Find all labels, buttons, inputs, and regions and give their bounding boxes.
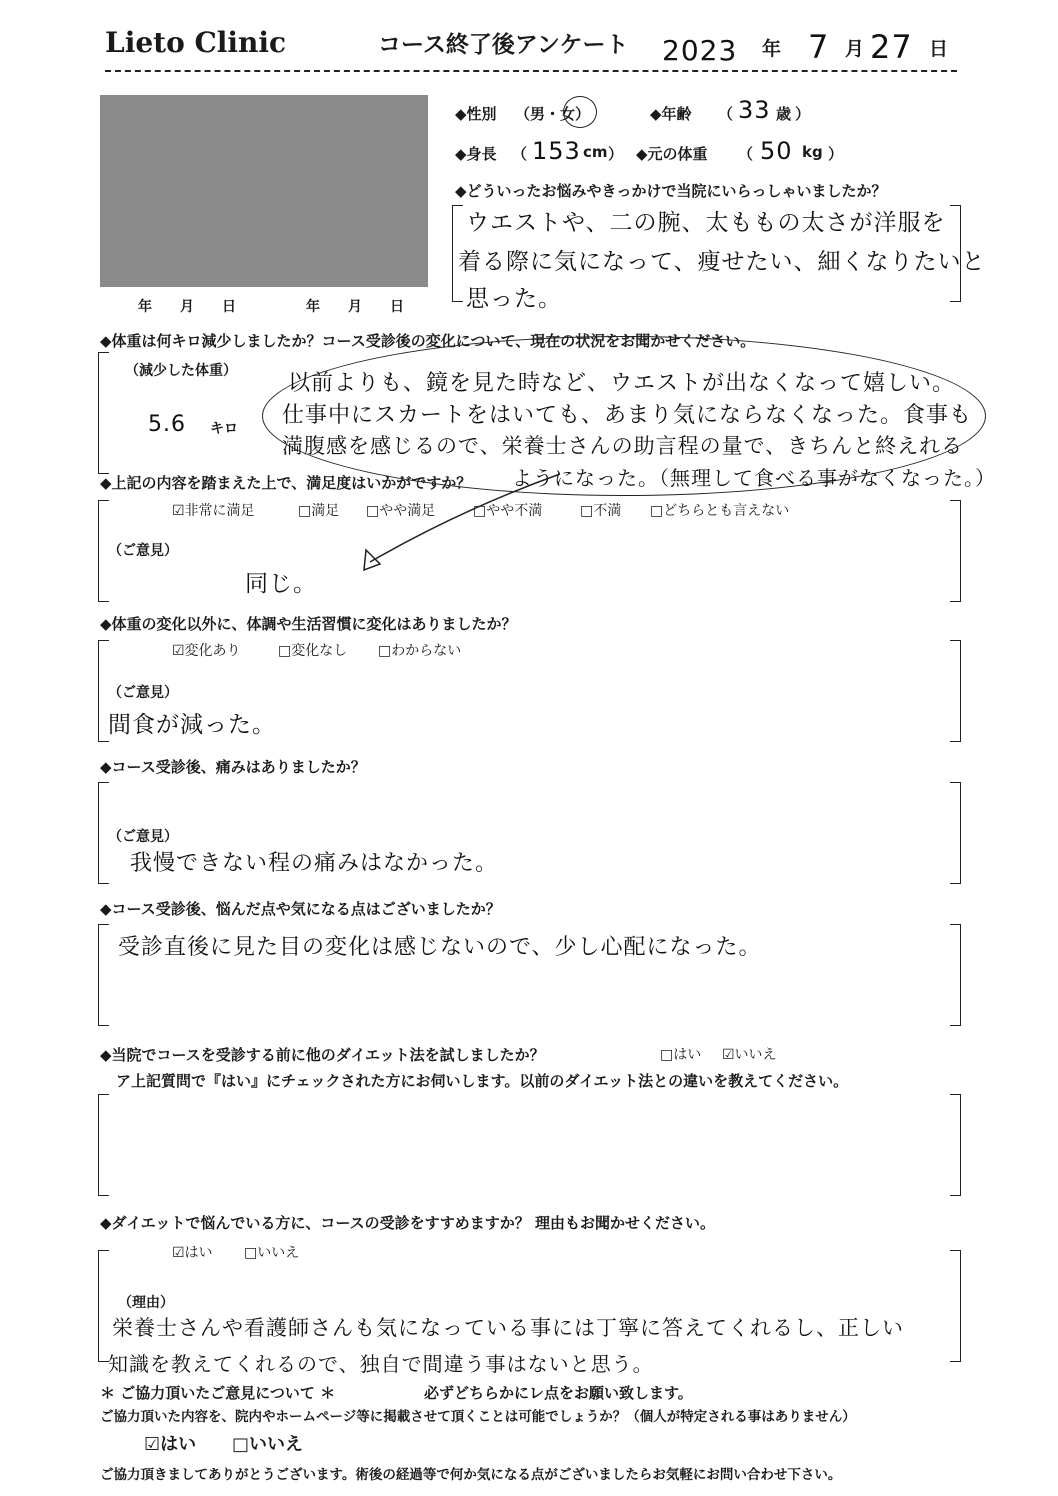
year-unit: 年 xyxy=(762,38,782,60)
reduced-weight-label: （減少した体重） xyxy=(125,363,237,379)
concern-box-left xyxy=(98,924,109,1026)
gender-options: （男・女） xyxy=(515,105,591,123)
reason-answer-line2: 着る際に気になって、痩せたい、細くなりたいと xyxy=(458,249,986,275)
recommend-question: ◆ダイエットで悩んでいる方に、コースの受診をすすめますか？ 理由もお聞かせください。 xyxy=(100,1214,715,1232)
satisfaction-box-right xyxy=(950,500,961,602)
other-diet-option-no[interactable]: ☑いいえ xyxy=(722,1047,777,1063)
satisfaction-option-2[interactable]: □満足 xyxy=(298,503,340,519)
thanks-message: ご協力頂きましてありがとうございます。術後の経過等で何か気になる点がございましたらお気軽にお問い合わせ下さい。 xyxy=(100,1467,842,1483)
permission-option-no[interactable]: □いいえ xyxy=(232,1434,304,1455)
satisfaction-option-4[interactable]: □やや不満 xyxy=(473,503,543,519)
lifestyle-opinion-answer: 間食が減った。 xyxy=(108,712,276,738)
age-paren-close: ） xyxy=(795,105,811,123)
gender-selected-circle xyxy=(563,96,597,128)
weight-paren-close: ） xyxy=(828,145,844,163)
month-unit: 月 xyxy=(845,38,865,60)
recommend-answer-line2: 知識を教えてくれるので、独自で間違う事はないと思う。 xyxy=(108,1352,654,1376)
age-paren-open: （ xyxy=(718,105,734,123)
pain-box-right xyxy=(950,782,961,884)
photo-date-right: 年 月 日 xyxy=(306,299,404,315)
satisfaction-option-5[interactable]: □不満 xyxy=(580,503,622,519)
photo-date-left: 年 月 日 xyxy=(138,299,236,315)
reason-answer-line1: ウエストや、二の腕、太ももの太さが洋服を xyxy=(466,210,946,236)
age-value: 33 xyxy=(738,96,771,124)
other-diet-box-right xyxy=(950,1094,961,1196)
date-month: 7 xyxy=(808,28,830,66)
lifestyle-option-1[interactable]: ☑変化あり xyxy=(172,643,241,659)
weight-paren-open: （ xyxy=(738,145,754,163)
weight-unit: kg xyxy=(802,143,823,161)
recommend-reason-label: （理由） xyxy=(118,1295,174,1311)
recommend-option-yes[interactable]: ☑はい xyxy=(172,1245,213,1261)
pain-opinion-answer: 我慢できない程の痛みはなかった。 xyxy=(130,851,499,876)
weight-answer-line1: 以前よりも、鏡を見た時など、ウエストが出なくなって嬉しい。 xyxy=(288,371,956,396)
height-label: ◆身長 xyxy=(455,145,497,163)
other-diet-option-yes[interactable]: □はい xyxy=(660,1047,702,1063)
lifestyle-question: ◆体重の変化以外に、体調や生活習慣に変化はありましたか？ xyxy=(100,615,517,633)
cooperation-title: ＊ ご協力頂いたご意見について ＊ xyxy=(100,1384,336,1402)
weight-question: ◆体重は何キロ減少しましたか？コース受診後の変化について、現在の状況をお聞かせください。 xyxy=(100,332,756,350)
recommend-box-right xyxy=(950,1250,961,1362)
height-unit: cm xyxy=(583,143,608,161)
pain-question: ◆コース受診後、痛みはありましたか？ xyxy=(100,758,366,776)
pain-opinion-label: （ご意見） xyxy=(108,829,178,845)
lifestyle-option-3[interactable]: □わからない xyxy=(378,643,462,659)
other-diet-box-left xyxy=(98,1094,109,1196)
lifestyle-box-right xyxy=(950,640,961,742)
weight-label: ◆元の体重 xyxy=(636,145,708,163)
recommend-box-left xyxy=(98,1250,109,1362)
date-year: 2023 xyxy=(662,34,738,67)
clinic-name: Lieto Clinic xyxy=(105,26,287,59)
satisfaction-option-6[interactable]: □どちらとも言えない xyxy=(650,503,790,519)
reduced-weight-unit: キロ xyxy=(210,421,238,437)
satisfaction-option-3[interactable]: □やや満足 xyxy=(366,503,436,519)
weight-answer-line4: ようになった。（無理して食べる事がなくなった。） xyxy=(512,466,996,490)
lifestyle-option-2[interactable]: □変化なし xyxy=(278,643,348,659)
reason-answer-line3: 思った。 xyxy=(466,286,562,312)
recommend-option-no[interactable]: □いいえ xyxy=(244,1245,300,1261)
satisfaction-opinion-answer: 同じ。 xyxy=(245,571,317,597)
weight-box-left xyxy=(98,352,109,474)
concern-answer: 受診直後に見た目の変化は感じないので、少し心配になった。 xyxy=(118,935,762,960)
other-diet-question: ◆当院でコースを受診する前に他のダイエット法を試しましたか？ xyxy=(100,1046,545,1064)
before-after-photo xyxy=(100,95,428,287)
height-paren-close: ） xyxy=(608,145,624,163)
permission-question: ご協力頂いた内容を、院内やホームページ等に掲載させて頂くことは可能でしょうか？（個人が特定される事はありません） xyxy=(100,1409,856,1425)
satisfaction-opinion-label: （ご意見） xyxy=(108,543,178,559)
header-divider xyxy=(105,70,957,72)
lifestyle-opinion-label: （ご意見） xyxy=(108,685,178,701)
recommend-answer-line1: 栄養士さんや看護師さんも気になっている事には丁寧に答えてくれるし、正しい xyxy=(112,1316,904,1340)
height-value: 153 xyxy=(532,137,581,165)
day-unit: 日 xyxy=(929,38,949,60)
permission-option-yes[interactable]: ☑はい xyxy=(144,1434,197,1455)
reason-question: ◆どういったお悩みやきっかけで当院にいらっしゃいましたか？ xyxy=(455,182,887,200)
weight-answer-line3: 満腹感を感じるので、栄養士さんの助言程の量で、きちんと終えれる xyxy=(282,434,964,458)
age-unit: 歳 xyxy=(776,105,792,123)
date-day: 27 xyxy=(870,28,913,66)
satisfaction-question: ◆上記の内容を踏まえた上で、満足度はいかがですか？ xyxy=(100,474,472,492)
weight-value: 50 xyxy=(760,137,793,165)
gender-label: ◆性別 xyxy=(455,105,497,123)
height-paren-open: （ xyxy=(512,145,528,163)
other-diet-sub-question: ア上記質問で『はい』にチェックされた方にお伺いします。以前のダイエット法との違いを教えてください。 xyxy=(116,1072,849,1090)
reduced-weight-value: 5.6 xyxy=(148,412,186,437)
form-title: コース終了後アンケート xyxy=(378,32,629,58)
age-label: ◆年齢 xyxy=(650,105,692,123)
concern-question: ◆コース受診後、悩んだ点や気になる点はございましたか？ xyxy=(100,900,501,918)
weight-answer-line2: 仕事中にスカートをはいても、あまり気にならなくなった。食事も xyxy=(282,403,973,428)
arrow-to-opinion xyxy=(340,470,570,580)
concern-box-right xyxy=(950,924,961,1026)
satisfaction-option-1[interactable]: ☑非常に満足 xyxy=(172,503,255,519)
check-note: 必ずどちらかにレ点をお願い致します。 xyxy=(424,1384,693,1402)
